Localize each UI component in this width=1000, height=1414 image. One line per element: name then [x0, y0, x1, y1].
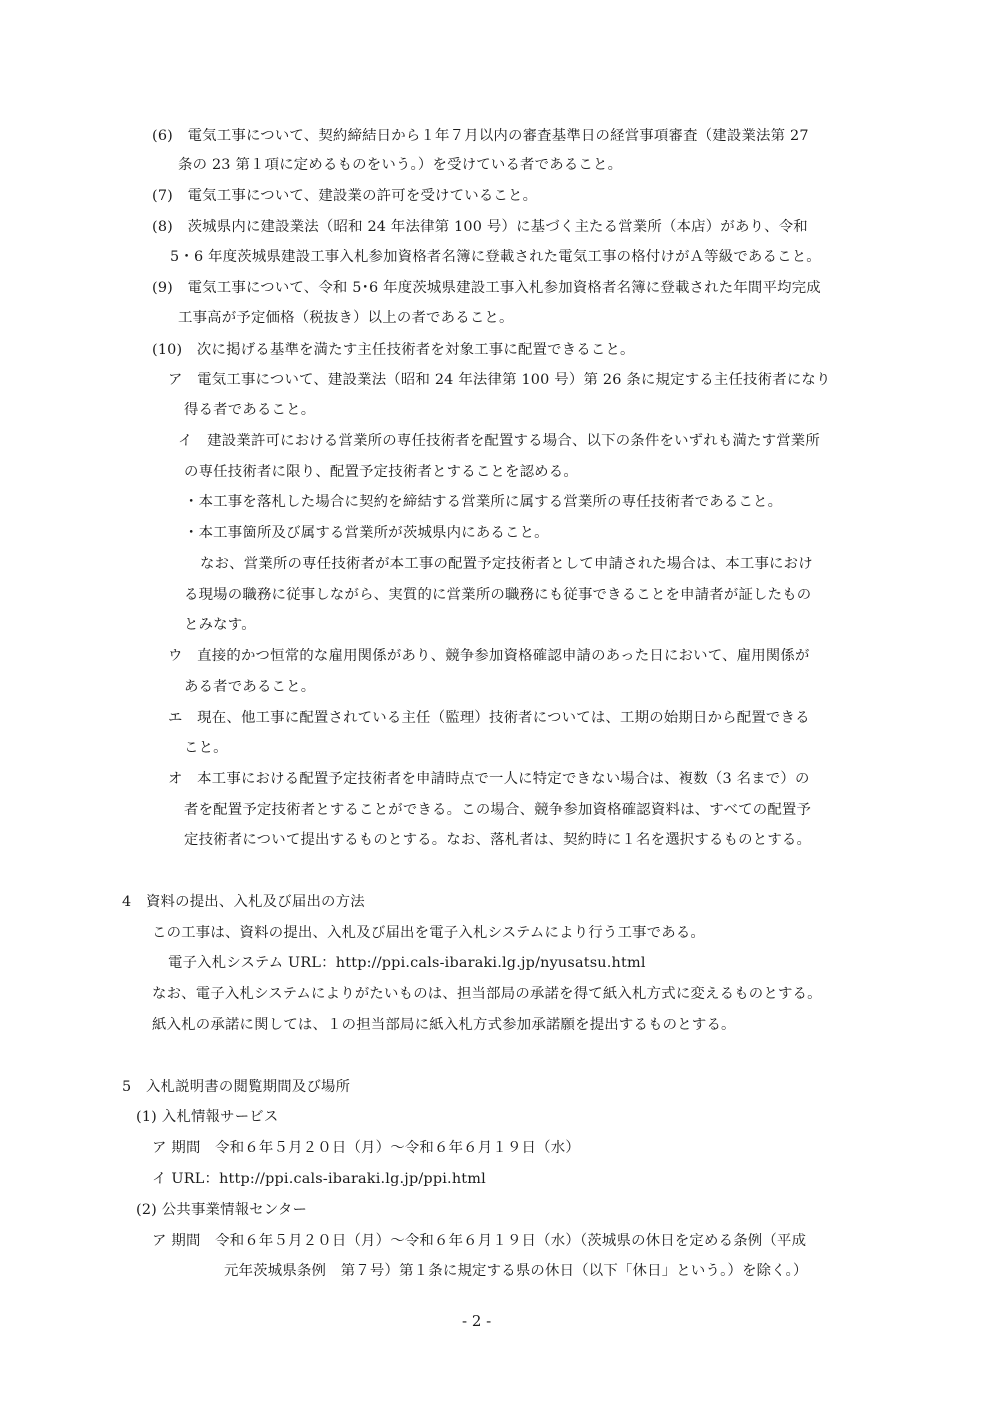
item-10-i-line-2: の専任技術者に限り、配置予定技術者とすることを認める。	[184, 464, 578, 480]
section-5-sub-1-url: イ URL：http://ppi.cals-ibaraki.lg.jp/ppi.html	[152, 1171, 486, 1187]
item-10-o-line-1: オ 本工事における配置予定技術者を申請時点で一人に特定できない場合は、複数（3 名まで）の	[168, 771, 810, 787]
section-5-sub-1-title: (1) 入札情報サービス	[136, 1109, 279, 1125]
item-6-line-1: (6) 電気工事について、契約締結日から１年７月以内の審査基準日の経営事項審査（建設業法第 27	[152, 128, 809, 144]
section-5-heading: 5 入札説明書の閲覧期間及び場所	[122, 1079, 351, 1095]
item-10-i-note-2: る現場の職務に従事しながら、実質的に営業所の職務にも従事できることを申請者が証したもの	[184, 587, 812, 603]
section-5-sub-2-period-line-2: 元年茨城県条例 第７号）第１条に規定する県の休日（以下「休日」という。）を除く。）	[224, 1263, 808, 1279]
item-10-i-bullet-2: ・本工事箇所及び属する営業所が茨城県内にあること。	[184, 525, 549, 541]
section-4-url: 電子入札システム URL：http://ppi.cals-ibaraki.lg.jp/nyusatsu.html	[168, 955, 646, 971]
item-10-u-line-1: ウ 直接的かつ恒常的な雇用関係があり、競争参加資格確認申請のあった日において、雇用関係が	[168, 648, 810, 664]
item-10-e-line-1: エ 現在、他工事に配置されている主任（監理）技術者については、工期の始期日から配置できる	[168, 710, 810, 726]
item-10-o-line-2: 者を配置予定技術者とすることができる。この場合、競争参加資格確認資料は、すべての配置予	[184, 802, 812, 818]
item-7-line-1: (7) 電気工事について、建設業の許可を受けていること。	[152, 188, 538, 204]
item-10-i-note-1: なお、営業所の専任技術者が本工事の配置予定技術者として申請された場合は、本工事におけ	[200, 556, 813, 572]
section-4-paragraph-3: 紙入札の承諾に関しては、１の担当部局に紙入札方式参加承諾願を提出するものとする。	[152, 1017, 736, 1033]
item-9-line-1: (9) 電気工事について、令和 5･6 年度茨城県建設工事入札参加資格者名簿に登載された年間平均完成	[152, 280, 821, 296]
item-10-i-line-1: イ 建設業許可における営業所の専任技術者を配置する場合、以下の条件をいずれも満たす営業所	[178, 433, 820, 449]
section-5-sub-2-title: (2) 公共事業情報センター	[136, 1202, 308, 1218]
item-6-line-2: 条の 23 第１項に定めるものをいう。）を受けている者であること。	[178, 157, 623, 173]
section-4-paragraph-1: この工事は、資料の提出、入札及び届出を電子入札システムにより行う工事である。	[152, 925, 706, 941]
item-10-a-line-1: ア 電気工事について、建設業法（昭和 24 年法律第 100 号）第 26 条に規定する主任技術者になり	[168, 372, 831, 388]
section-5-sub-2-period-line-1: ア 期間 令和６年５月２０日（月）～令和６年６月１９日（水）（茨城県の休日を定める条例（平成	[152, 1233, 807, 1249]
section-5-sub-1-period: ア 期間 令和６年５月２０日（月）～令和６年６月１９日（水）	[152, 1140, 580, 1156]
item-10-u-line-2: ある者であること。	[184, 679, 316, 695]
item-8-line-2: 5・6 年度茨城県建設工事入札参加資格者名簿に登載された電気工事の格付けがＡ等級であること。	[170, 249, 821, 265]
item-10-i-note-3: とみなす。	[184, 617, 256, 633]
item-10-e-line-2: こと。	[184, 740, 228, 756]
item-9-line-2: 工事高が予定価格（税抜き）以上の者であること。	[178, 310, 514, 326]
item-10-o-line-3: 定技術者について提出するものとする。なお、落札者は、契約時に１名を選択するものとする。	[184, 832, 812, 848]
item-10-line-1: (10) 次に掲げる基準を満たす主任技術者を対象工事に配置できること。	[152, 342, 635, 358]
item-10-i-bullet-1: ・本工事を落札した場合に契約を締結する営業所に属する営業所の専任技術者であること。	[184, 494, 783, 510]
section-4-heading: 4 資料の提出、入札及び届出の方法	[122, 894, 365, 910]
item-8-line-1: (8) 茨城県内に建設業法（昭和 24 年法律第 100 号）に基づく主たる営業所（本店）があり、令和	[152, 219, 808, 235]
section-4-paragraph-2: なお、電子入札システムによりがたいものは、担当部局の承諾を得て紙入札方式に変えるものとする。	[152, 986, 822, 1002]
item-10-a-line-2: 得る者であること。	[184, 402, 316, 418]
page-number: - 2 -	[462, 1312, 492, 1330]
